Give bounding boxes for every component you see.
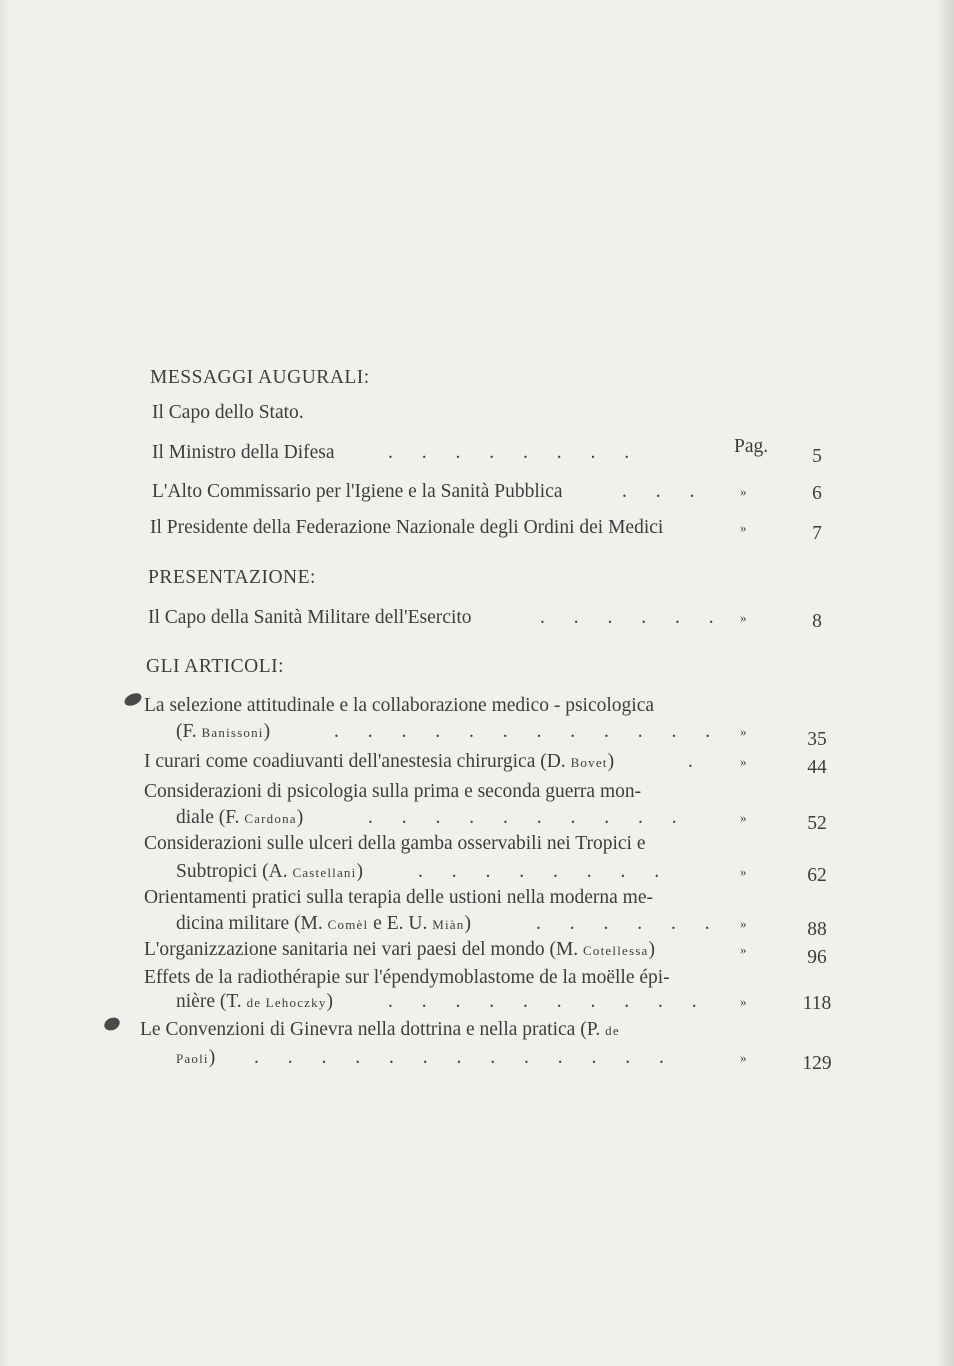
page-number: 118 <box>802 993 832 1014</box>
toc-entry <box>0 510 954 546</box>
leader-dots: . . . . . . . . . . . . . <box>254 1047 676 1068</box>
entry-author-line: Subtropici (A. Castellani) <box>176 861 363 882</box>
page-number: 62 <box>807 865 827 886</box>
entry-author-line: diale (F. Cardona) <box>176 807 304 828</box>
author-name: Comèl <box>327 917 369 932</box>
author-name: Castellani <box>292 865 357 880</box>
toc-entry <box>0 474 954 510</box>
page-number: 44 <box>807 757 827 778</box>
entry-title: Il Capo della Sanità Militare dell'Esercito <box>148 607 472 628</box>
page-number: 96 <box>807 947 827 968</box>
leader-dots: . . . . . . . . <box>388 442 642 463</box>
ditto-mark: » <box>740 810 747 825</box>
author-name: Miàn <box>432 917 465 932</box>
ditto-mark: » <box>740 610 747 625</box>
ditto-mark: » <box>740 1050 747 1065</box>
leader-dots: . . . . . . <box>540 607 726 628</box>
page-label: Pag. <box>734 436 769 457</box>
leader-dots: . . . . . . . . . . . . <box>334 721 723 742</box>
author-name: Cotellessa <box>583 943 649 958</box>
toc-heading-articoli: GLI ARTICOLI: <box>146 656 285 677</box>
entry-title: L'organizzazione sanitaria nei vari paesi del mondo (M. Cotellessa) <box>144 939 655 960</box>
ditto-mark: » <box>740 754 747 769</box>
toc-entry-line <box>0 1040 954 1076</box>
entry-author-line: Paoli) <box>176 1047 216 1068</box>
author-name: Bovet <box>570 755 608 770</box>
page-number: 129 <box>802 1053 832 1074</box>
author-name: Cardona <box>244 811 297 826</box>
ditto-mark: » <box>740 864 747 879</box>
entry-author-line: (F. Banissoni) <box>176 721 271 742</box>
page-number: 7 <box>812 523 822 544</box>
page-number: 35 <box>807 729 827 750</box>
toc-entry <box>0 435 954 471</box>
page-number: 5 <box>812 446 822 467</box>
toc-heading-messaggi: MESSAGGI AUGURALI: <box>150 367 370 388</box>
author-name: de Lehoczky <box>246 995 327 1010</box>
page-number: 52 <box>807 813 827 834</box>
toc-entry <box>0 395 954 431</box>
leader-dots: . . . . . . . . <box>418 861 672 882</box>
entry-title: Le Convenzioni di Ginevra nella dottrina e nella pratica (P. de <box>140 1019 620 1040</box>
ditto-mark: » <box>740 916 747 931</box>
entry-title: Orientamenti pratici sulla terapia delle ustioni nella moderna me- <box>144 887 653 908</box>
leader-dots: . . . <box>622 481 707 502</box>
ditto-mark: » <box>740 994 747 1009</box>
toc-entry <box>0 600 954 636</box>
entry-title: L'Alto Commissario per l'Igiene e la Sanità Pubblica <box>152 481 563 502</box>
page-number: 6 <box>812 483 822 504</box>
ditto-mark: » <box>740 520 747 535</box>
page-number: 8 <box>812 611 822 632</box>
author-name: Paoli <box>176 1051 209 1066</box>
entry-title: La selezione attitudinale e la collaborazione medico - psicologica <box>144 695 655 716</box>
ditto-mark: » <box>740 724 747 739</box>
entry-author-line: dicina militare (M. Comèl e E. U. Miàn) <box>176 913 471 934</box>
leader-dots: . . . . . . . . . . <box>368 807 689 828</box>
leader-dots: . . . . . . . . . . <box>388 991 709 1012</box>
author-name: de <box>605 1023 620 1038</box>
page-number: 88 <box>807 919 827 940</box>
entry-title: Il Ministro della Difesa <box>152 442 335 463</box>
ditto-mark: » <box>740 484 747 499</box>
author-name: Banissoni <box>201 725 264 740</box>
entry-title: Il Presidente della Federazione Nazionale degli Ordini dei Medici <box>150 517 664 538</box>
entry-title: Il Capo dello Stato. <box>152 402 304 423</box>
entry-title: I curari come coadiuvanti dell'anestesia chirurgica (D. Bovet) <box>144 751 615 772</box>
entry-title: Effets de la radiothérapie sur l'épendymoblastome de la moëlle épi- <box>144 967 670 988</box>
leader-dots: . <box>688 751 705 772</box>
ditto-mark: » <box>740 942 747 957</box>
entry-title: Considerazioni sulle ulceri della gamba osservabili nei Tropici e <box>144 833 646 854</box>
leader-dots: . . . . . . <box>536 913 722 934</box>
toc-heading-presentazione: PRESENTAZIONE: <box>148 567 316 588</box>
entry-author-line: nière (T. de Lehoczky) <box>176 991 334 1012</box>
entry-title: Considerazioni di psicologia sulla prima e seconda guerra mon- <box>144 781 642 802</box>
